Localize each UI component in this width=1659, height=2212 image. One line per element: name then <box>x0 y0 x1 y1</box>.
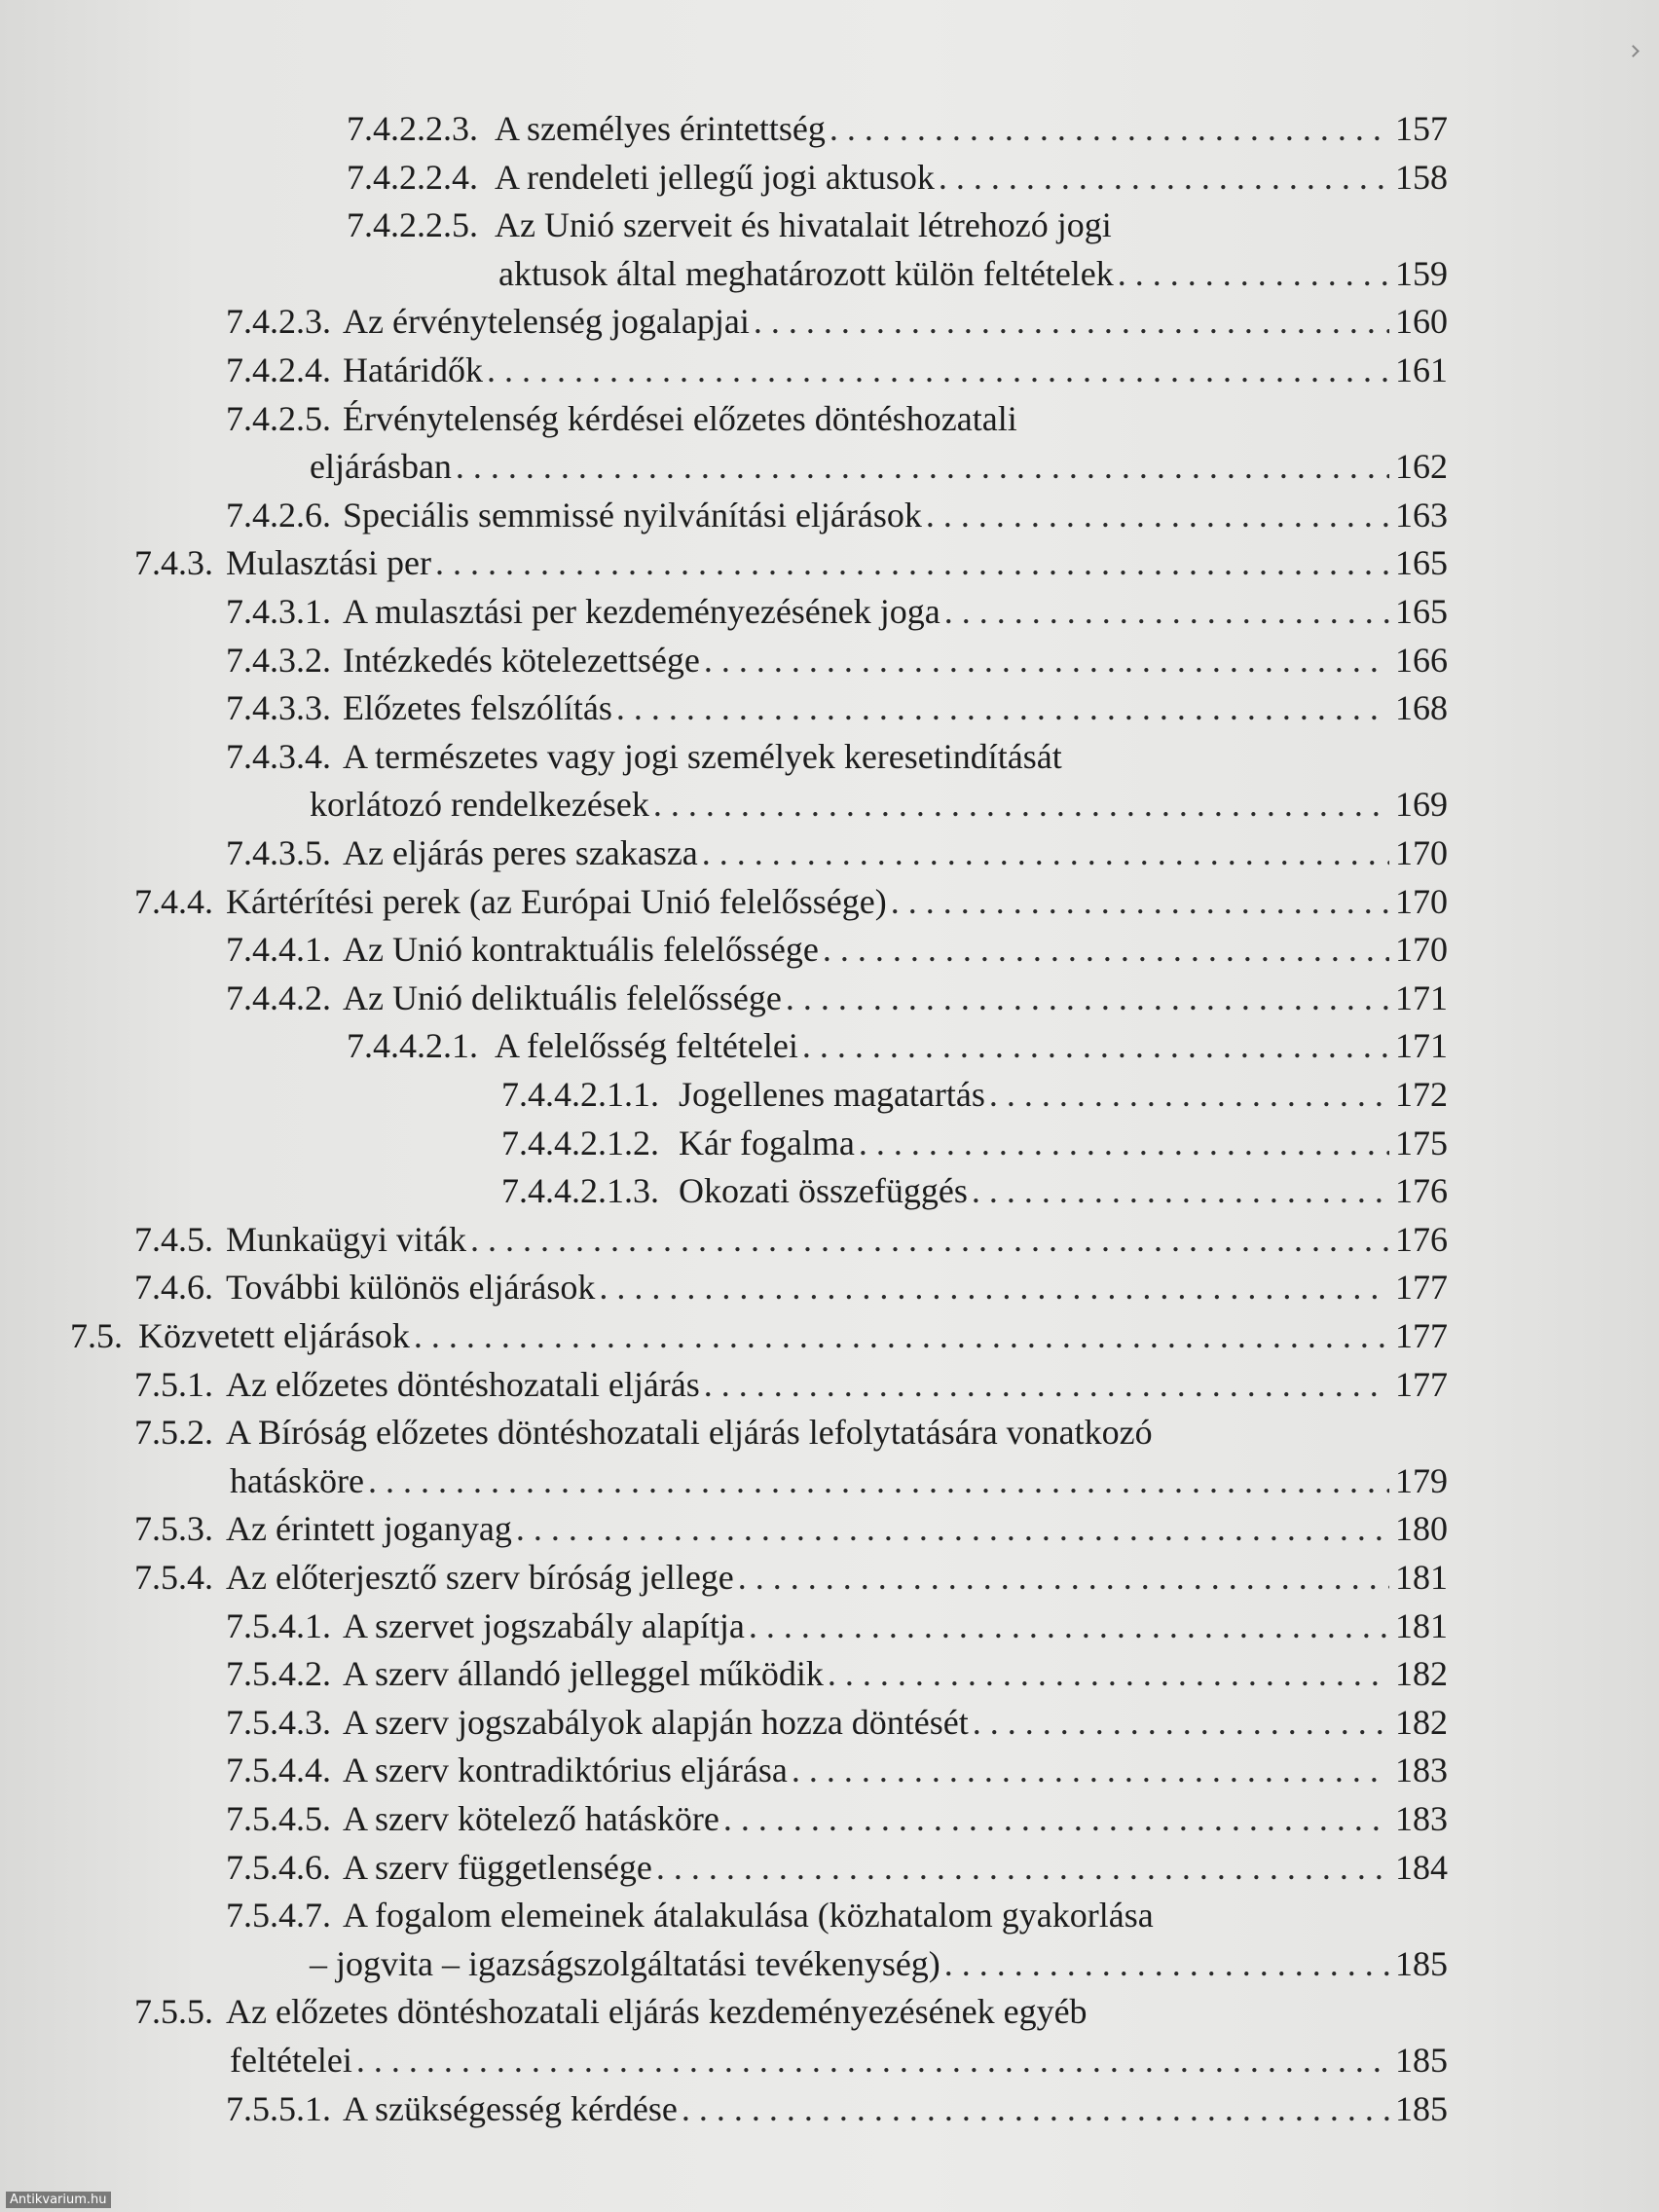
toc-entry-page-number: 185 <box>1395 1943 1448 1983</box>
toc-entry-number: 7.5. <box>70 1316 123 1355</box>
dot-leader <box>414 1312 1389 1360</box>
toc-entry-number: 7.4.4.2.1.2. <box>501 1123 659 1162</box>
dot-leader <box>749 1603 1389 1650</box>
toc-entry-page-number: 171 <box>1395 1026 1448 1066</box>
dot-leader <box>682 2085 1389 2133</box>
toc-entry-number: 7.4.2.3. <box>226 302 331 342</box>
dot-leader <box>802 1022 1389 1070</box>
toc-entry-page-number: 182 <box>1395 1654 1448 1694</box>
toc-entry-page-number: 180 <box>1395 1509 1448 1549</box>
toc-entry-title: A szükségesség kérdése <box>343 2088 678 2128</box>
toc-entry-title-continuation: korlátozó rendelkezések <box>310 785 649 825</box>
dot-leader <box>1118 250 1389 298</box>
toc-entry-title: Kár fogalma <box>679 1123 855 1162</box>
toc-entry-title: Kártérítési perek (az Európai Unió felelőssége) <box>226 881 887 921</box>
toc-entry-page-number: 160 <box>1395 302 1448 342</box>
toc-entry-number: 7.5.3. <box>134 1509 213 1549</box>
toc-entry-title: Mulasztási per <box>226 543 431 583</box>
dot-leader <box>823 926 1389 974</box>
toc-entry-title: A mulasztási per kezdeményezésének joga <box>343 592 940 631</box>
toc-entry-number: 7.4.4.1. <box>226 930 331 970</box>
toc-entry-page-number: 170 <box>1395 833 1448 872</box>
dot-leader <box>944 588 1389 636</box>
toc-entry-title: Előzetes felszólítás <box>343 688 612 728</box>
dot-leader <box>786 975 1389 1022</box>
dot-leader <box>704 637 1389 684</box>
toc-entry-page-number: 161 <box>1395 350 1448 389</box>
toc-entry-title: A szerv jogszabályok alapján hozza döntését <box>343 1702 969 1742</box>
toc-entry-title: Okozati összefüggés <box>679 1171 968 1211</box>
toc-entry-page-number: 175 <box>1395 1123 1448 1162</box>
toc-entry-number: 7.4.4.2.1. <box>347 1026 478 1066</box>
toc-entry-page-number: 170 <box>1395 930 1448 970</box>
dot-leader <box>702 830 1389 877</box>
toc-entry-page-number: 184 <box>1395 1847 1448 1887</box>
toc-entry-number: 7.5.4. <box>134 1558 213 1597</box>
toc-entry-title-continuation: eljárásban <box>310 447 452 487</box>
toc-entry-page-number: 172 <box>1395 1075 1448 1114</box>
toc-entry-title: A fogalom elemeinek átalakulása (közhatalom gyakorlása <box>343 1896 1154 1936</box>
dot-leader <box>944 1940 1389 1988</box>
toc-entry-title: A szerv állandó jelleggel működik <box>343 1654 824 1694</box>
toc-entry-page-number: 170 <box>1395 881 1448 921</box>
dot-leader <box>859 1120 1389 1167</box>
toc-entry-number: 7.5.4.5. <box>226 1799 331 1838</box>
toc-entry-title-continuation: – jogvita – igazságszolgáltatási tevékenység) <box>310 1943 940 1983</box>
toc-entry-number: 7.4.3.5. <box>226 833 331 872</box>
toc-entry-number: 7.4.6. <box>134 1268 213 1308</box>
toc-entry-title: A szerv függetlensége <box>343 1847 652 1887</box>
toc-entry-number: 7.5.2. <box>134 1413 213 1453</box>
toc-entry-page-number: 183 <box>1395 1751 1448 1790</box>
dot-leader <box>356 2037 1389 2084</box>
toc-entry-number: 7.4.2.2.4. <box>347 157 478 197</box>
toc-entry-title: A szerv kötelező hatásköre <box>343 1799 719 1838</box>
dot-leader <box>456 443 1389 491</box>
toc-entry-number: 7.4.5. <box>134 1219 213 1259</box>
toc-entry-number: 7.5.4.6. <box>226 1847 331 1887</box>
toc-entry-page-number: 168 <box>1395 688 1448 728</box>
toc-entry-number: 7.4.3.2. <box>226 640 331 680</box>
toc-entry-page-number: 162 <box>1395 447 1448 487</box>
toc-entry-number: 7.5.5.1. <box>226 2088 331 2128</box>
toc-entry-number: 7.4.3.4. <box>226 736 331 776</box>
toc-entry-title: Az Unió kontraktuális felelőssége <box>343 930 819 970</box>
toc-entry-page-number: 176 <box>1395 1171 1448 1211</box>
toc-entry-title: Határidők <box>343 350 483 389</box>
toc-entry-number: 7.5.4.1. <box>226 1605 331 1645</box>
toc-entry-page-number: 166 <box>1395 640 1448 680</box>
toc-entry-page-number: 169 <box>1395 785 1448 825</box>
toc-entry-title: Közvetett eljárások <box>138 1316 410 1355</box>
toc-entry-page-number: 171 <box>1395 977 1448 1017</box>
corner-arrow-icon <box>1627 45 1640 57</box>
toc-entry-number: 7.4.3.1. <box>226 592 331 631</box>
dot-leader <box>738 1554 1389 1602</box>
dot-leader <box>723 1795 1389 1843</box>
toc-entry-title: Az Unió deliktuális felelőssége <box>343 977 782 1017</box>
dot-leader <box>754 298 1389 346</box>
toc-entry-title: Érvénytelenség kérdései előzetes döntéshozatali <box>343 398 1017 438</box>
toc-entry-title: Az érintett joganyag <box>226 1509 512 1549</box>
toc-entry-page-number: 183 <box>1395 1799 1448 1838</box>
toc-entry-number: 7.4.3.3. <box>226 688 331 728</box>
toc-entry-page-number: 165 <box>1395 543 1448 583</box>
dot-leader <box>435 539 1389 587</box>
toc-entry-title: Intézkedés kötelezettsége <box>343 640 700 680</box>
toc-entry-number: 7.4.4.2.1.3. <box>501 1171 659 1211</box>
toc-entry-number: 7.5.4.7. <box>226 1896 331 1936</box>
toc-entry-page-number: 177 <box>1395 1268 1448 1308</box>
toc-entry-title: Jogellenes magatartás <box>679 1075 985 1114</box>
toc-entry-title: Az Unió szerveit és hivatalait létrehozó jogi <box>495 205 1112 245</box>
toc-entry-number: 7.4.2.4. <box>226 350 331 389</box>
toc-entry-title: Speciális semmissé nyilvánítási eljárások <box>343 495 922 535</box>
toc-entry-page-number: 179 <box>1395 1460 1448 1500</box>
toc-entry-page-number: 158 <box>1395 157 1448 197</box>
toc-entry-number: 7.4.2.6. <box>226 495 331 535</box>
toc-entry-number: 7.4.2.5. <box>226 398 331 438</box>
toc-entry-title: Az előzetes döntéshozatali eljárás <box>226 1364 700 1404</box>
toc-entry-title: Az eljárás peres szakasza <box>343 833 698 872</box>
dot-leader <box>704 1361 1389 1409</box>
toc-entry-page-number: 185 <box>1395 2088 1448 2128</box>
toc-entry-number: 7.4.4. <box>134 881 213 921</box>
toc-entry-page-number: 181 <box>1395 1605 1448 1645</box>
toc-entry-title: A természetes vagy jogi személyek keresetindítását <box>343 736 1062 776</box>
dot-leader <box>368 1457 1389 1505</box>
watermark: Antikvarium.hu <box>6 2192 111 2208</box>
dot-leader <box>989 1071 1389 1119</box>
toc-entry-page-number: 159 <box>1395 253 1448 293</box>
toc-entry-title: Az előterjesztő szerv bíróság jellege <box>226 1558 734 1597</box>
dot-leader <box>616 684 1389 732</box>
toc-entry-title: A személyes érintettség <box>495 109 826 148</box>
toc-entry-number: 7.5.1. <box>134 1364 213 1404</box>
toc-entry-page-number: 163 <box>1395 495 1448 535</box>
dot-leader <box>973 1699 1389 1747</box>
toc-entry-page-number: 182 <box>1395 1702 1448 1742</box>
dot-leader <box>656 1844 1389 1892</box>
toc-entry-title: A felelősség feltételei <box>495 1026 798 1066</box>
toc-entry-number: 7.5.4.3. <box>226 1702 331 1742</box>
dot-leader <box>830 105 1389 153</box>
dot-leader <box>653 781 1389 829</box>
toc-entry-title-continuation: aktusok által meghatározott külön feltételek <box>498 253 1114 293</box>
dot-leader <box>487 347 1389 394</box>
dot-leader <box>939 154 1389 202</box>
toc-entry-number: 7.4.4.2. <box>226 977 331 1017</box>
toc-entry-number: 7.4.3. <box>134 543 213 583</box>
toc-entry-page-number: 177 <box>1395 1364 1448 1404</box>
toc-entry-number: 7.5.4.2. <box>226 1654 331 1694</box>
toc-entry-title: A szervet jogszabály alapítja <box>343 1605 745 1645</box>
toc-entry-page-number: 157 <box>1395 109 1448 148</box>
toc-entry-title-continuation: feltételei <box>230 2040 352 2080</box>
toc-entry-title: Az előzetes döntéshozatali eljárás kezdeményezésének egyéb <box>226 1992 1088 2032</box>
dot-leader <box>516 1505 1389 1553</box>
toc-entry-page-number: 181 <box>1395 1558 1448 1597</box>
toc-entry-title: A Bíróság előzetes döntéshozatali eljárás lefolytatására vonatkozó <box>226 1413 1153 1453</box>
toc-entry-number: 7.5.5. <box>134 1992 213 2032</box>
toc-entry-number: 7.4.2.2.3. <box>347 109 478 148</box>
toc-entry-page-number: 176 <box>1395 1219 1448 1259</box>
dot-leader <box>926 492 1389 539</box>
toc-entry-title-continuation: hatásköre <box>230 1460 364 1500</box>
toc-entry-page-number: 165 <box>1395 592 1448 631</box>
toc-entry-title: A szerv kontradiktórius eljárása <box>343 1751 788 1790</box>
toc-entry-title: A rendeleti jellegű jogi aktusok <box>495 157 935 197</box>
dot-leader <box>828 1650 1389 1698</box>
dot-leader <box>972 1167 1389 1215</box>
toc-entry-title: További különös eljárások <box>226 1268 596 1308</box>
toc-entry-number: 7.4.4.2.1.1. <box>501 1075 659 1114</box>
dot-leader <box>599 1264 1389 1311</box>
toc-entry-page-number: 177 <box>1395 1316 1448 1355</box>
dot-leader <box>891 878 1389 926</box>
toc-entry-title: Munkaügyi viták <box>226 1219 466 1259</box>
toc-entry-number: 7.4.2.2.5. <box>347 205 478 245</box>
toc-entry-title: Az érvénytelenség jogalapjai <box>343 302 750 342</box>
dot-leader <box>470 1216 1389 1264</box>
toc-entry-page-number: 185 <box>1395 2040 1448 2080</box>
toc-entry-number: 7.5.4.4. <box>226 1751 331 1790</box>
dot-leader <box>792 1747 1389 1794</box>
